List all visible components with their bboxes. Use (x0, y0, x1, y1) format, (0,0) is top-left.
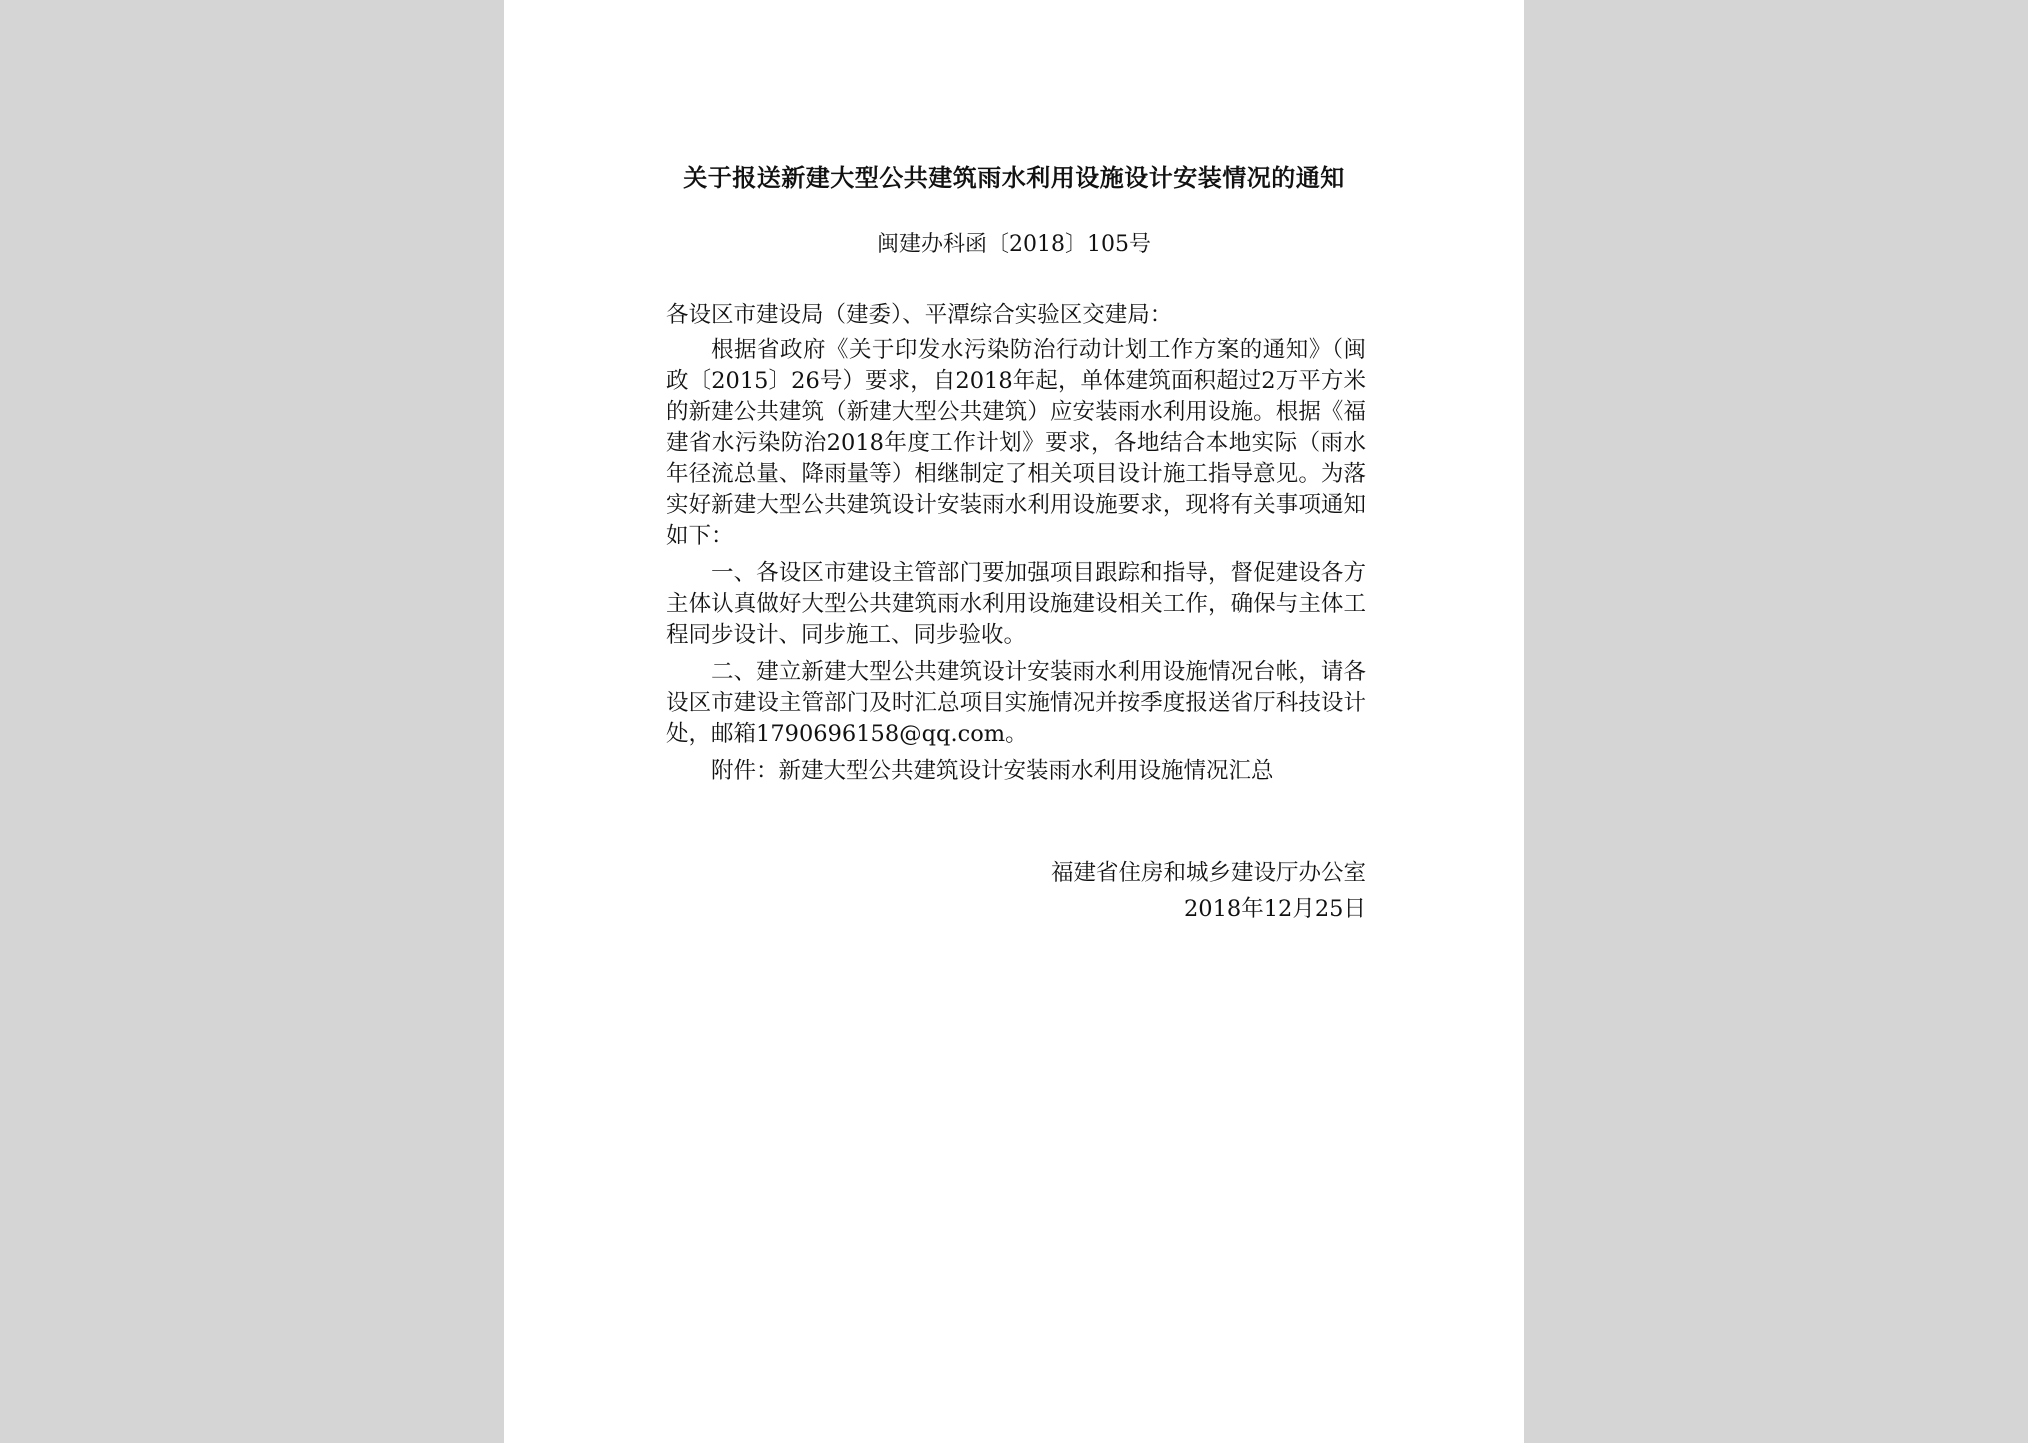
document-page (504, 0, 1524, 1443)
body-paragraph: 一、各设区市建设主管部门要加强项目跟踪和指导，督促建设各方主体认真做好大型公共建筑雨水利用设施建设相关工作，确保与主体工程同步设计、同步施工、同步验收。 (666, 560, 1366, 648)
signature-org: 福建省住房和城乡建设厅办公室 (1050, 860, 1366, 886)
signature-block (1051, 855, 1366, 927)
body-paragraph: 根据省政府《关于印发水污染防治行动计划工作方案的通知》（闽政〔2015〕26号）要求，自2018年起，单体建筑面积超过2万平方米的新建公共建筑（新建大型公共建筑）应安装雨水利用设施。根据《福建省水污染防治2018年度工作计划》要求，各地结合本地实际（雨水年径流总量、降雨量等）相继制定了相关项目设计施工指导意见。为落实好新建大型公共建筑设计安装雨水利用设施要求，现将有关事项通知如下： (666, 337, 1366, 549)
document-body (666, 300, 1366, 793)
addressee-line: 各设区市建设局（建委）、平潭综合实验区交建局： (666, 302, 1173, 328)
attachment-line: 附件：新建大型公共建筑设计安装雨水利用设施情况汇总 (711, 758, 1274, 784)
body-paragraph: 二、建立新建大型公共建筑设计安装雨水利用设施情况台帐，请各设区市建设主管部门及时汇总项目实施情况并按季度报送省厅科技设计处，邮箱1790696158@qq.com。 (666, 659, 1366, 747)
document-title: 关于报送新建大型公共建筑雨水利用设施设计安装情况的通知 (683, 163, 1345, 192)
signature-date: 2018年12月25日 (1183, 896, 1366, 922)
document-number: 闽建办科函〔2018〕105号 (877, 232, 1151, 257)
